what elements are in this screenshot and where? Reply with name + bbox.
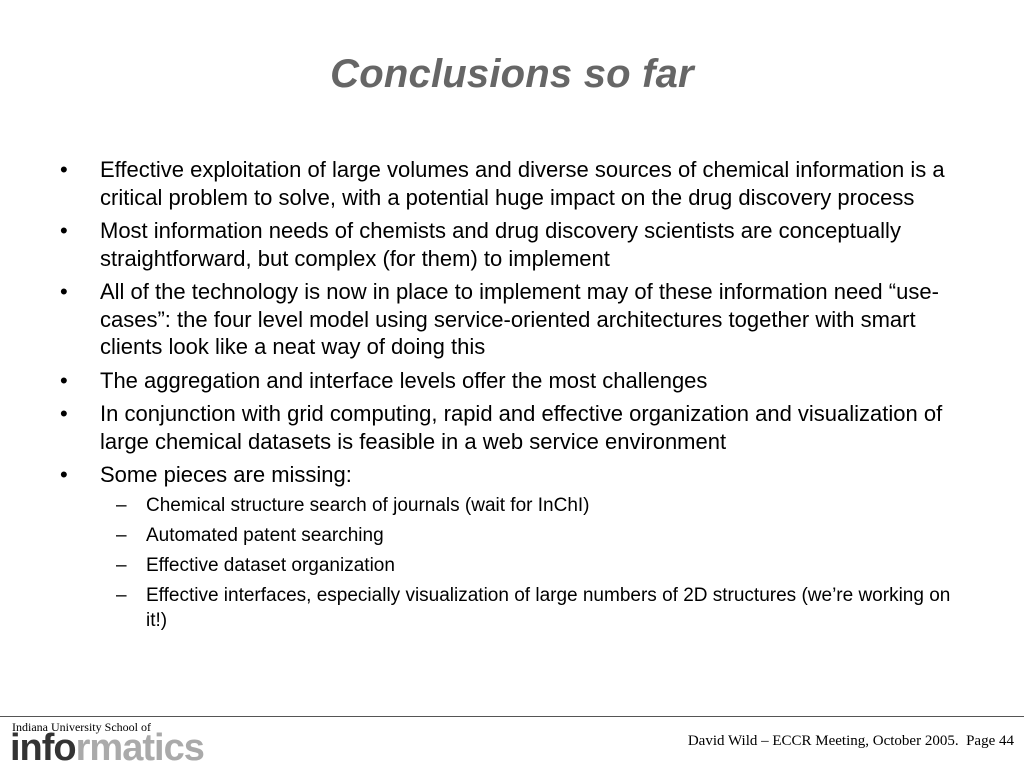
- bullet-marker: •: [60, 218, 68, 243]
- bullet-item: [60, 278, 970, 361]
- sub-bullet-item: [100, 493, 970, 518]
- sub-bullet-list: [100, 493, 970, 633]
- bullet-text: All of the technology is now in place to implement may of these information need “use-cases”: the four level model using service-oriented architectures together with smart clients look like a neat way of doing this: [100, 279, 939, 359]
- bullet-item: [60, 217, 970, 272]
- sub-bullet-text: Chemical structure search of journals (wait for InChI): [146, 494, 590, 516]
- footer-credit: David Wild – ECCR Meeting, October 2005. Page 44: [687, 733, 1014, 749]
- sub-bullet-text: Automated patent searching: [146, 524, 384, 546]
- bullet-text: Effective exploitation of large volumes and diverse sources of chemical information is a critical problem to solve, with a potential huge impact on the drug discovery process: [100, 157, 945, 210]
- sub-bullet-item: [100, 553, 970, 578]
- bullet-text: Some pieces are missing:: [100, 462, 352, 487]
- bullet-item: [60, 156, 970, 211]
- sub-bullet-marker: –: [116, 584, 127, 606]
- bullet-text: In conjunction with grid computing, rapid and effective organization and visualization of large chemical datasets is feasible in a web service environment: [100, 401, 943, 454]
- informatics-logo: [10, 728, 204, 768]
- sub-bullet-text: Effective dataset organization: [146, 554, 395, 576]
- bullet-item: [60, 400, 970, 455]
- slide-title: Conclusions so far: [330, 52, 694, 96]
- bullet-marker: •: [60, 279, 68, 304]
- bullet-item: [60, 367, 970, 395]
- sub-bullet-item: [100, 523, 970, 548]
- bullet-marker: •: [60, 157, 68, 182]
- sub-bullet-marker: –: [116, 554, 127, 576]
- bullet-item: [60, 461, 970, 633]
- bullet-text: The aggregation and interface levels offer the most challenges: [100, 367, 708, 393]
- bullet-text: Most information needs of chemists and drug discovery scientists are conceptually straightforward, but complex (for them) to implement: [100, 218, 901, 271]
- logo-text-light: rmatics: [75, 727, 204, 769]
- sub-bullet-item: [100, 583, 970, 633]
- sub-bullet-marker: –: [116, 494, 127, 516]
- footer-divider: [0, 716, 1024, 717]
- slide-content: [60, 156, 970, 639]
- footer-institution: Indiana University School of: [12, 720, 151, 734]
- bullet-marker: •: [60, 401, 68, 426]
- bullet-marker: •: [60, 367, 68, 393]
- sub-bullet-text: Effective interfaces, especially visualization of large numbers of 2D structures (we’re working on it!): [146, 584, 951, 631]
- logo-text-dark: info: [10, 727, 76, 769]
- bullet-list: [60, 156, 970, 633]
- sub-bullet-marker: –: [116, 524, 127, 546]
- bullet-marker: •: [60, 462, 68, 487]
